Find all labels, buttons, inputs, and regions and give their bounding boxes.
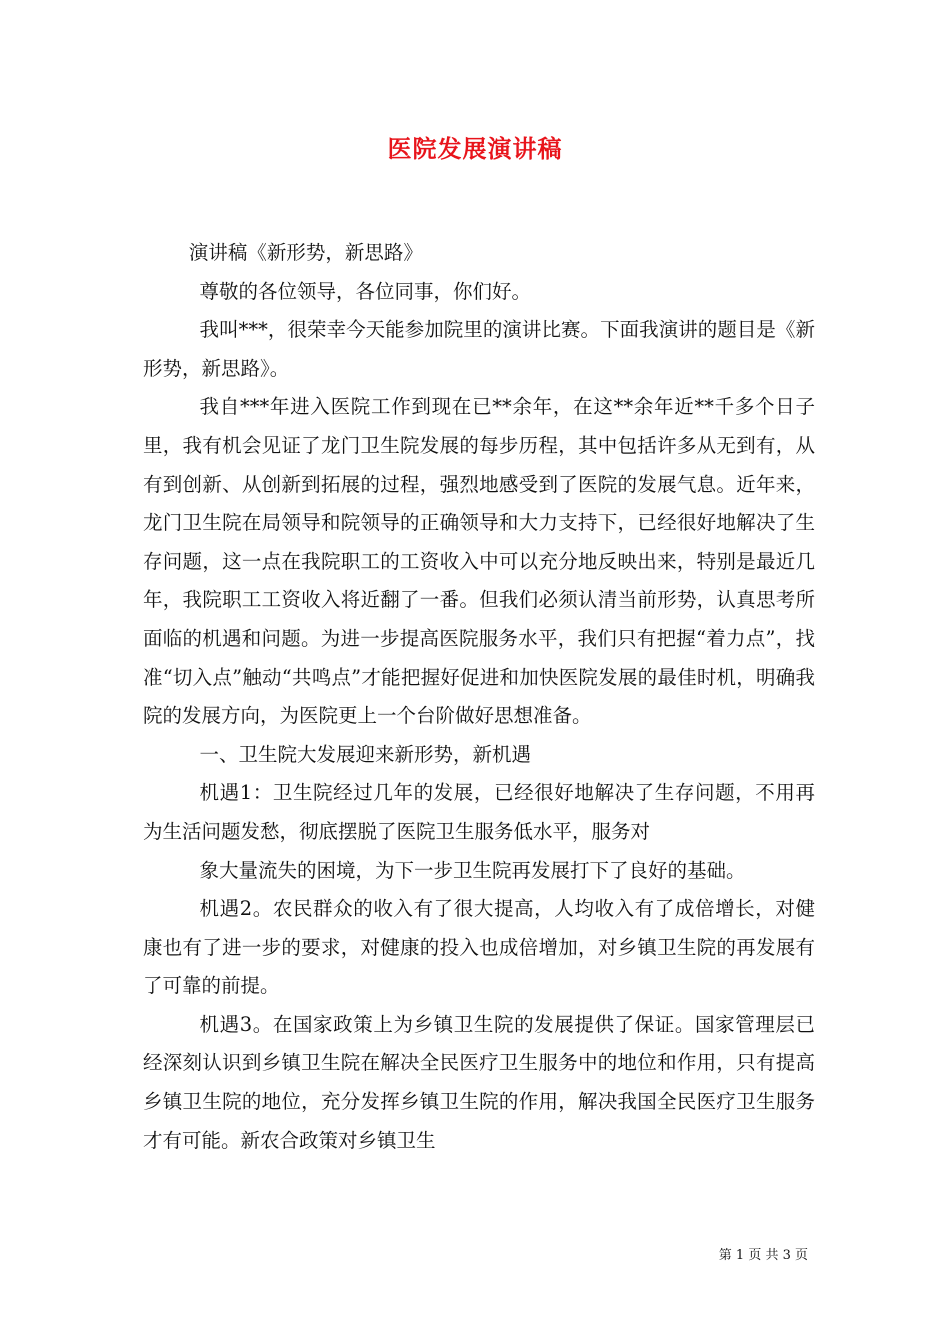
paragraph-greeting: 尊敬的各位领导，各位同事，你们好。	[199, 279, 532, 303]
paragraph-opportunity-2: 机遇2。农民群众的收入有了很大提高，人均收入有了成倍增长，对健康也有了进一步的要求，对健康的投入也成倍增加，对乡镇卫生院的再发展有了可靠的前提。	[143, 897, 815, 998]
page-number: 第 1 页 共 3 页	[718, 1248, 808, 1263]
paragraph-opportunity-1: 机遇1：卫生院经过几年的发展，已经很好地解决了生存问题，不用再为生活问题发愁，彻底摆脱了医院卫生服务低水平，服务对	[143, 781, 815, 843]
paragraph-background: 我自***年进入医院工作到现在已**余年，在这**余年近**千多个日子里，我有机会见证了龙门卫生院发展的每步历程，其中包括许多从无到有，从有到创新、从创新到拓展的过程，强烈地感受到了医院的发展气息。近年来，龙门卫生院在局领导和院领导的正确领导和大力支持下，已经很好地解决了生存问题，这一点在我院职工的工资收入中可以充分地反映出来，特别是最近几年，我院职工工资收入将近翻了一番。但我们必须认清当前形势，认真思考所面临的机遇和问题。为进一步提高医院服务水平，我们只有把握“着力点”，找准“切入点”触动“共鸣点”才能把握好促进和加快医院发展的最佳时机，明确我院的发展方向，为医院更上一个台阶做好思想准备。	[143, 395, 815, 728]
paragraph-opportunity-1-continued: 象大量流失的困境，为下一步卫生院再发展打下了良好的基础。	[199, 858, 746, 882]
paragraph-opportunity-3: 机遇3。在国家政策上为乡镇卫生院的发展提供了保证。国家管理层已经深刻认识到乡镇卫生院在解决全民医疗卫生服务中的地位和作用，只有提高乡镇卫生院的地位，充分发挥乡镇卫生院的作用，解决我国全民医疗卫生服务才有可能。新农合政策对乡镇卫生	[143, 1012, 815, 1152]
document-title: 医院发展演讲稿	[387, 134, 563, 163]
paragraph-introduction: 我叫***，很荣幸今天能参加院里的演讲比赛。下面我演讲的题目是《新形势，新思路》。	[143, 318, 815, 380]
document-body	[143, 234, 815, 1160]
speech-subtitle: 演讲稿《新形势，新思路》	[188, 241, 423, 264]
section-heading-1: 一、卫生院大发展迎来新形势，新机遇	[199, 742, 532, 766]
